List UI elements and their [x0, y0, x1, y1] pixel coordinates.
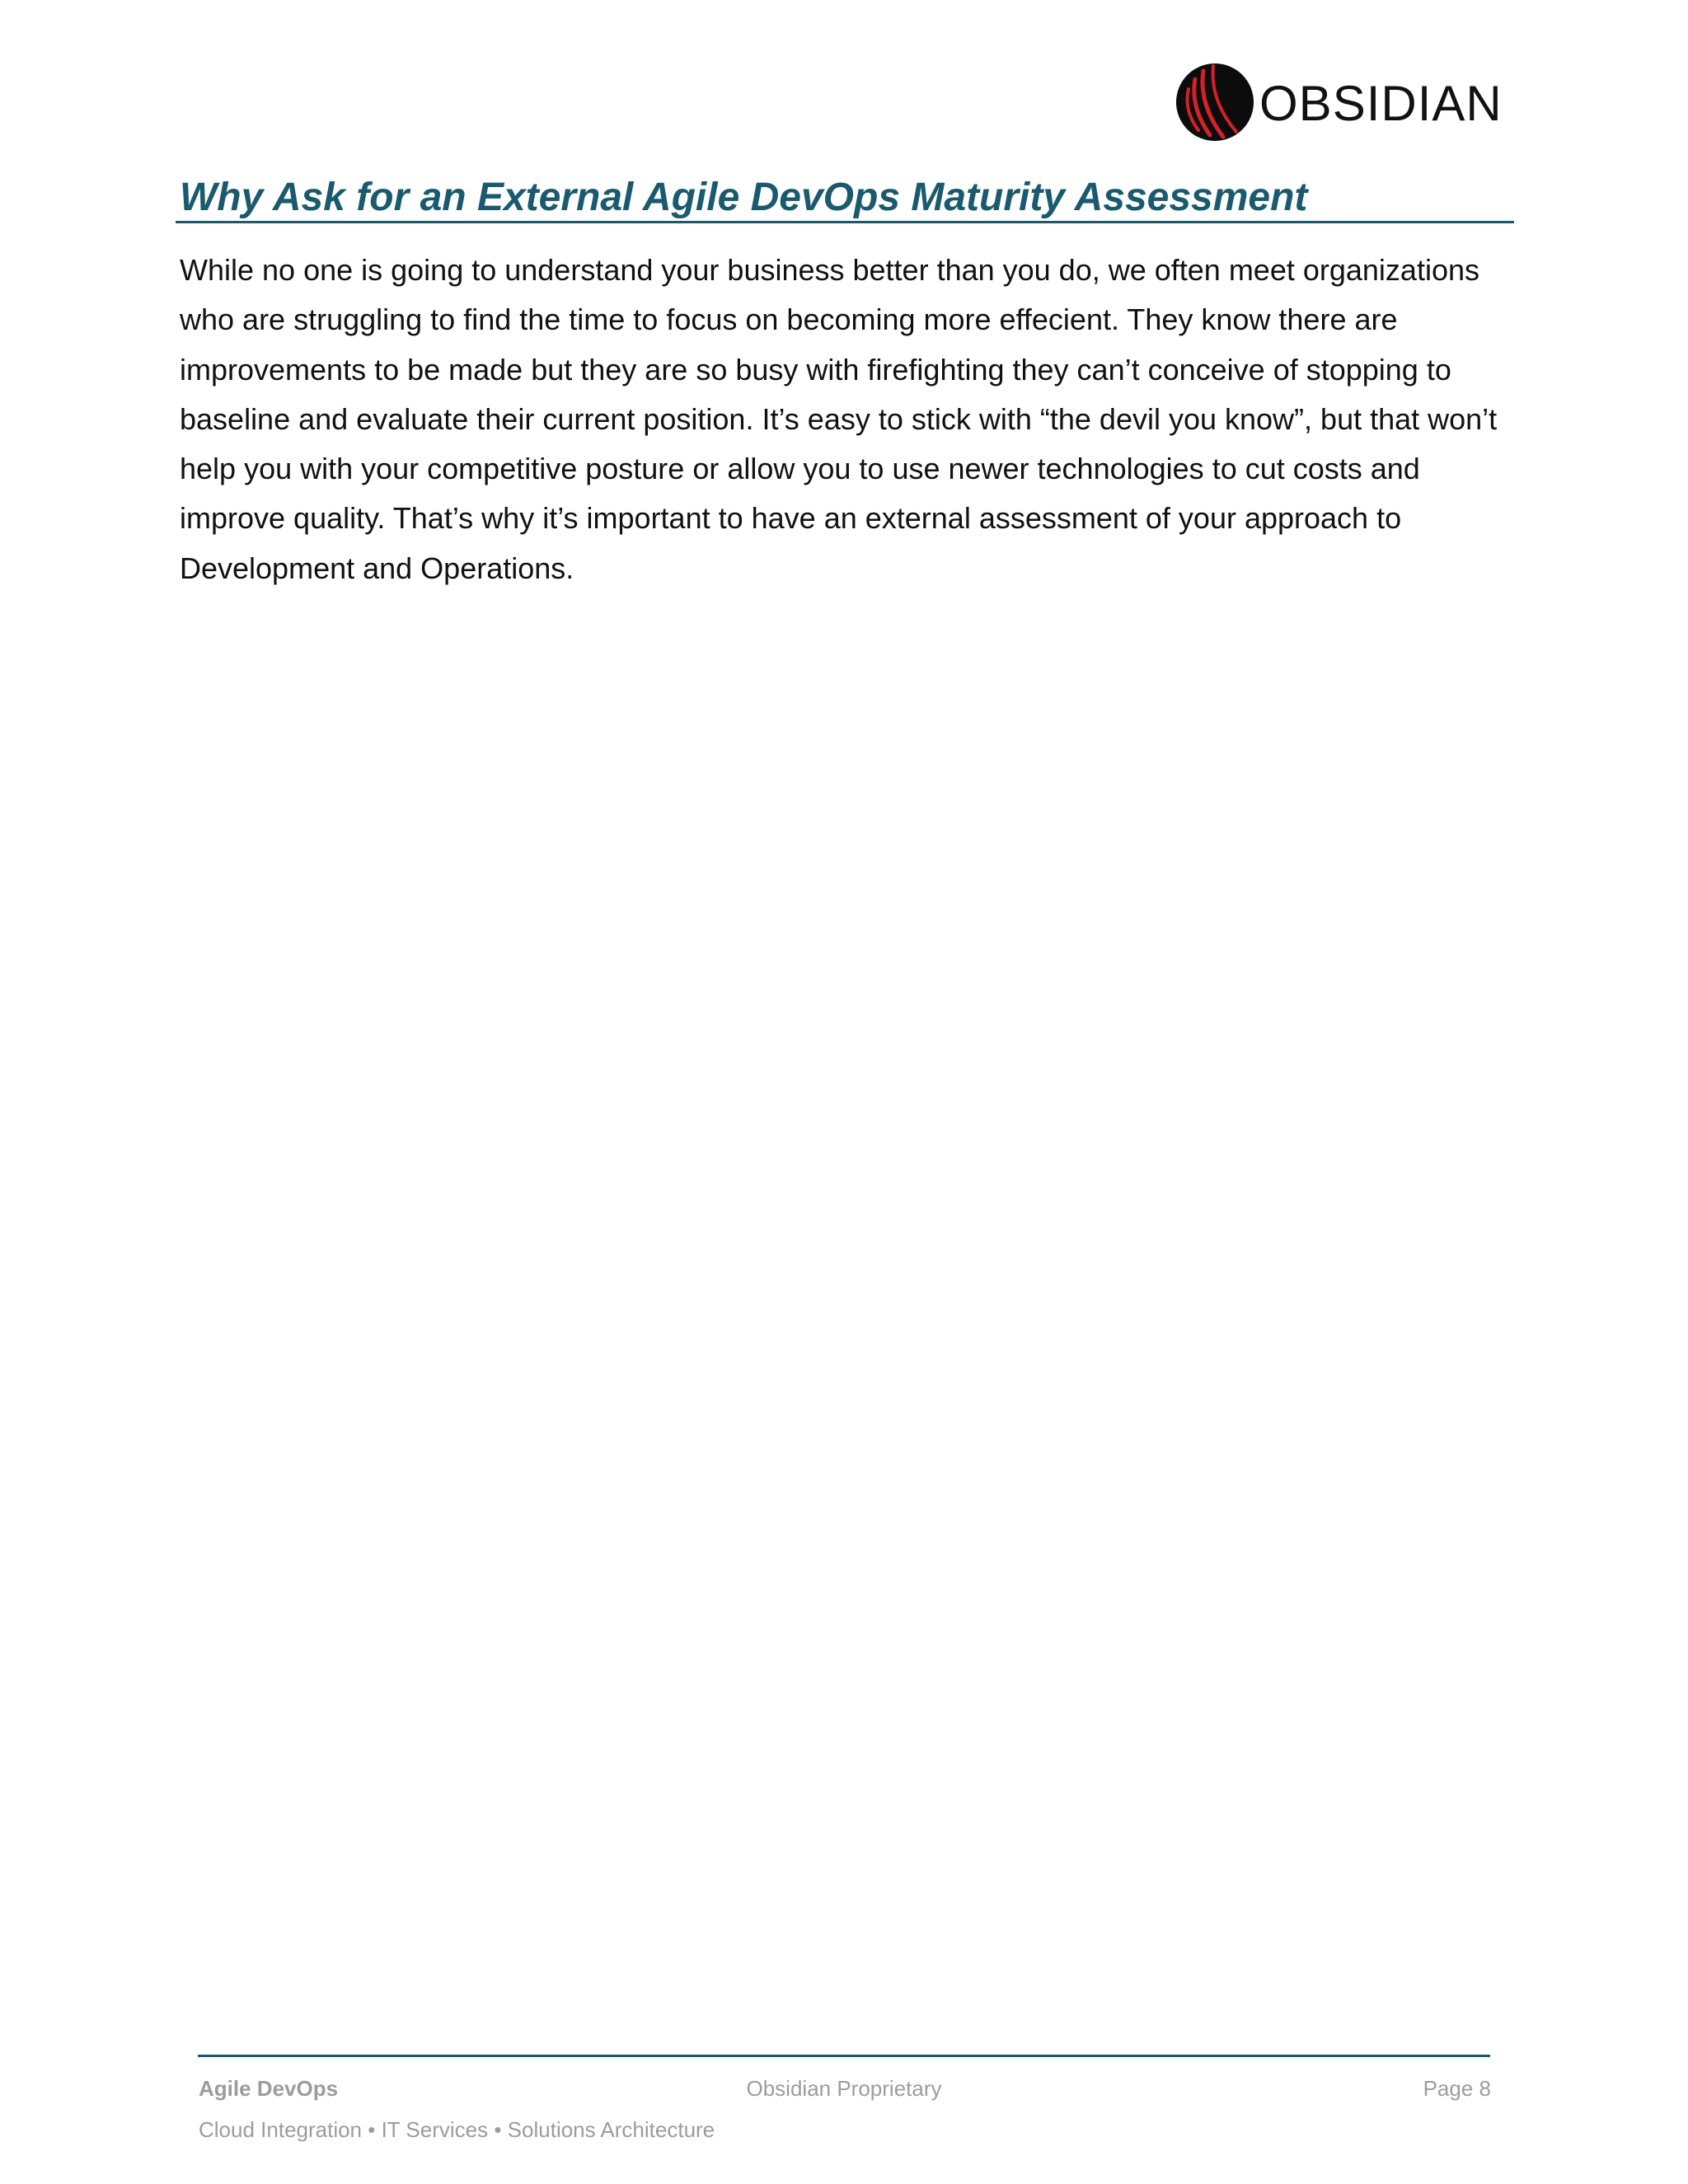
body-paragraph: While no one is going to understand your business better than you do, we often meet organizations who are struggling to find the time to focus on becoming more effecient. They know there are improvements to be made but they are so busy with firefighting they can’t conceive of stopping to baseline and evaluate their current position. It’s easy to stick with “the devil you know”, but that won’t help you with your competitive posture or allow you to use newer technologies to cut costs and improve quality. That’s why it’s important to have an external assessment of your approach to Development and Operations. [180, 253, 1498, 585]
footer-rule [198, 2055, 1490, 2057]
footer-page-number: Page 8 [1423, 2076, 1491, 2101]
heading-underline [176, 221, 1514, 223]
footer-tagline: Cloud Integration • IT Services • Solutions Architecture [199, 2117, 715, 2142]
footer-document-title: Agile DevOps [199, 2076, 339, 2101]
logo-wordmark: OBSIDIAN [1259, 76, 1503, 131]
section-heading: Why Ask for an External Agile DevOps Maturity Assessment [180, 176, 1308, 219]
obsidian-logo-icon [1174, 61, 1256, 143]
footer-proprietary-label: Obsidian Proprietary [746, 2076, 942, 2101]
obsidian-logo [1174, 61, 1503, 143]
